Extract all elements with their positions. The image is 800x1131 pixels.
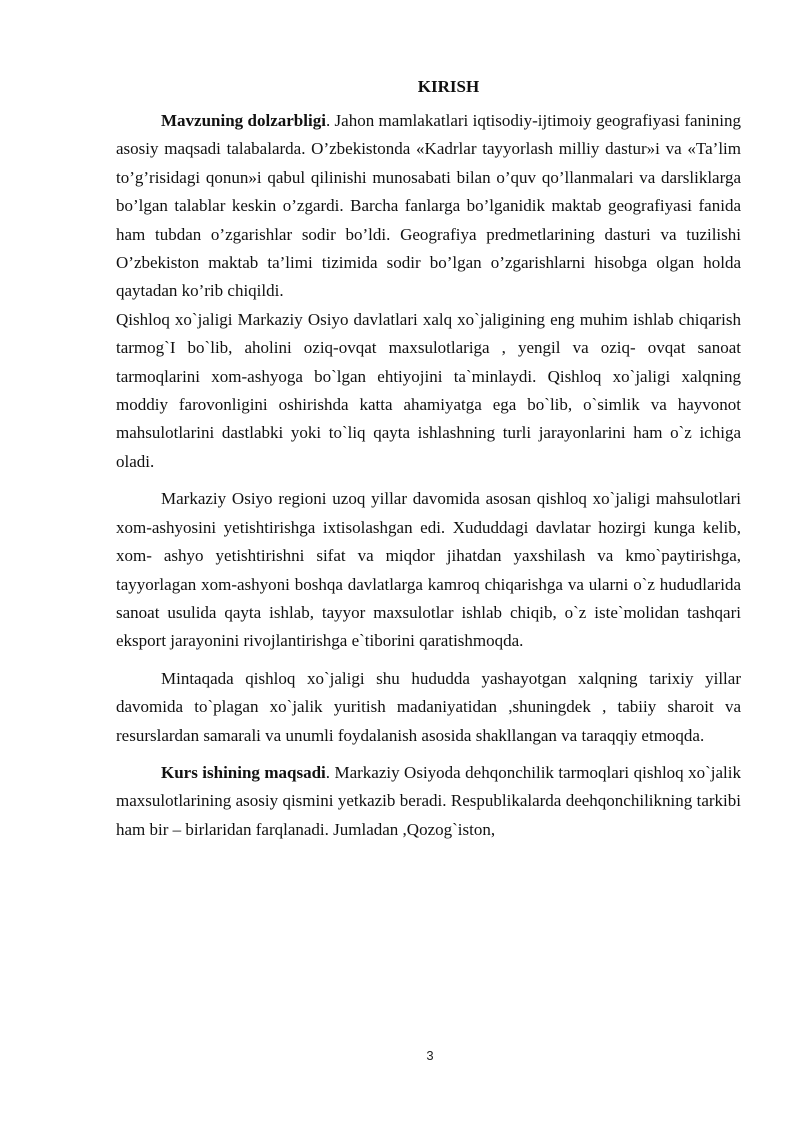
body-paragraph-agriculture: Qishloq xo`jaligi Markaziy Osiyo davlatlari xalq xo`jaligining eng muhim ishlab chiqarish tarmog`I bo`lib, aholini oziq-ovqat maxsulotlariga , yengil va oziq- ovqat sanoat tarmoqlarini xom-ashyoga bo`lgan ehtiyojini ta`minlaydi. Qishloq xo`jaligi xalqning moddiy farovonligini oshirishda katta ahamiyatga ega bo`lib, o`simlik va hayvonot mahsulotlarini dastlabki yoki to`liq qayta ishlashning turli jarayonlarini ham o`z ichiga oladi. xyxy=(116,309,741,471)
page-title: KIRISH xyxy=(417,77,480,96)
relevance-paragraph xyxy=(116,107,741,306)
body-paragraph-region: Markaziy Osiyo regioni uzoq yillar davomida asosan qishloq xo`jaligi mahsulotlari xom-ashyosini yetishtirishga ixtisolashgan edi. Xududdagi davlatar hozirgi kunga kelib, xom- ashyo yetishtirishni sifat va miqdor jihatdan yaxshilash va kmo`paytirishga, tayyorlagan xom-ashyoni boshqa davlatlarga kamroq chiqarishga va ularni o`z hududlarida sanoat usulida qayta ishlab, tayyor maxsulotlar ishlab chiqib, o`z iste`molidan tashqari eksport jarayonini rivojlantirishga e`tiborini qaratishmoqda. xyxy=(116,489,741,651)
relevance-heading: Mavzuning dolzarbligi xyxy=(161,111,326,130)
page-number: 3 xyxy=(426,1048,434,1063)
goal-paragraph xyxy=(116,759,741,844)
relevance-text: . Jahon mamlakatlari iqtisodiy-ijtimoiy geografiyasi fanining asosiy maqsadi talabalarda. O’zbekistonda «Kadrlar tayyorlash milliy dastur»i va «Ta’lim to’g’risidagi qonun»i qabul qilinishi munosabati bilan o’quv qo’llanmalari va darsliklarga bo’lgan talablar keskin o’zgardi. Barcha fanlarga bo’lganidik maktab geografiyasi fanida ham tubdan o’zgarishlar sodir bo’ldi. Geografiya predmetlarining dasturi va tuzilishi O’zbekiston maktab ta’limi tizimida sodir bo’lgan o’zgarishlarni hisobga olgan holda qaytadan ko’rib chiqildi. xyxy=(116,111,741,301)
goal-text: . Markaziy Osiyoda dehqonchilik tarmoqlari qishloq xo`jalik maxsulotlarining asosiy qismini yetkazib beradi. Respublikalarda deehqonchilikning tarkibi ham bir – birlaridan farqlanadi. Jumladan ,Qozog`iston, xyxy=(116,762,741,839)
document-page xyxy=(116,74,741,844)
body-paragraph-region-development: Mintaqada qishloq xo`jaligi shu hududda yashayotgan xalqning tarixiy yillar davomida to`plagan xo`jalik yuritish madaniyatidan ,shuningdek , tabiiy sharoit va resurslardan samarali va unumli foydalanish asosida shakllangan va taraqqiy etmoqda. xyxy=(116,668,741,745)
goal-heading: Kurs ishining maqsadi xyxy=(161,762,326,782)
